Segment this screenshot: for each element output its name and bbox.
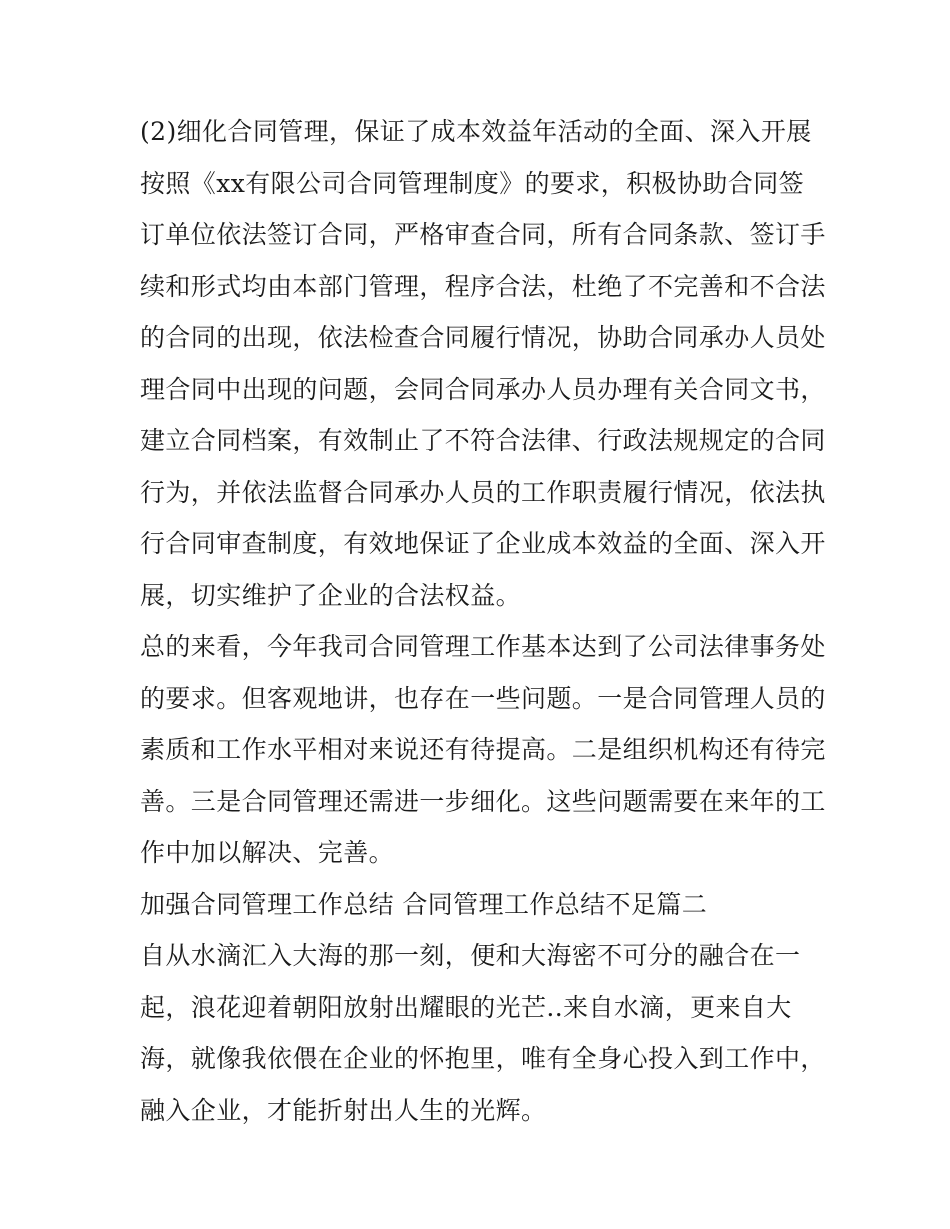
text-line-3: 订单位依法签订合同，严格审查合同，所有合同条款、签订手 — [140, 220, 826, 249]
text-line-1: (2)细化合同管理，保证了成本效益年活动的全面、深入开展 — [140, 117, 812, 146]
section-heading: 加强合同管理工作总结 合同管理工作总结不足篇二 — [140, 889, 708, 919]
text-line-2: 按照《xx有限公司合同管理制度》的要求，积极协助合同签 — [140, 168, 805, 198]
text-line-7: 建立合同档案，有效制止了不符合法律、行政法规规定的合同 — [140, 426, 826, 455]
document-body — [140, 106, 826, 1136]
text-line-15: 作中加以解决、完善。 — [140, 838, 395, 867]
text-line-10: 展，切实维护了企业的合法权益。 — [140, 580, 522, 610]
text-line-11: 总的来看，今年我司合同管理工作基本达到了公司法律事务处 — [140, 632, 826, 661]
text-line-5: 的合同的出现，依法检查合同履行情况，协助合同承办人员处 — [140, 323, 826, 352]
text-line-18: 起，浪花迎着朝阳放射出耀眼的光芒..来自水滴，更来自大 — [140, 992, 792, 1022]
text-line-14: 善。三是合同管理还需进一步细化。这些问题需要在来年的工 — [140, 786, 826, 816]
text-line-9: 行合同审查制度，有效地保证了企业成本效益的全面、深入开 — [140, 529, 826, 558]
text-line-13: 素质和工作水平相对来说还有待提高。二是组织机构还有待完 — [140, 735, 826, 764]
text-line-12: 的要求。但客观地讲，也存在一些问题。一是合同管理人员的 — [140, 683, 826, 713]
text-line-19: 海，就像我依偎在企业的怀抱里，唯有全身心投入到工作中， — [140, 1044, 826, 1073]
text-line-17: 自从水滴汇入大海的那一刻，便和大海密不可分的融合在一 — [140, 941, 801, 970]
text-line-6: 理合同中出现的问题，会同合同承办人员办理有关合同文书， — [140, 374, 826, 404]
text-line-8: 行为，并依法监督合同承办人员的工作职责履行情况，依法执 — [140, 477, 826, 507]
text-line-20: 融入企业，才能折射出人生的光辉。 — [140, 1095, 547, 1125]
text-line-4: 续和形式均由本部门管理，程序合法，杜绝了不完善和不合法 — [140, 271, 826, 301]
